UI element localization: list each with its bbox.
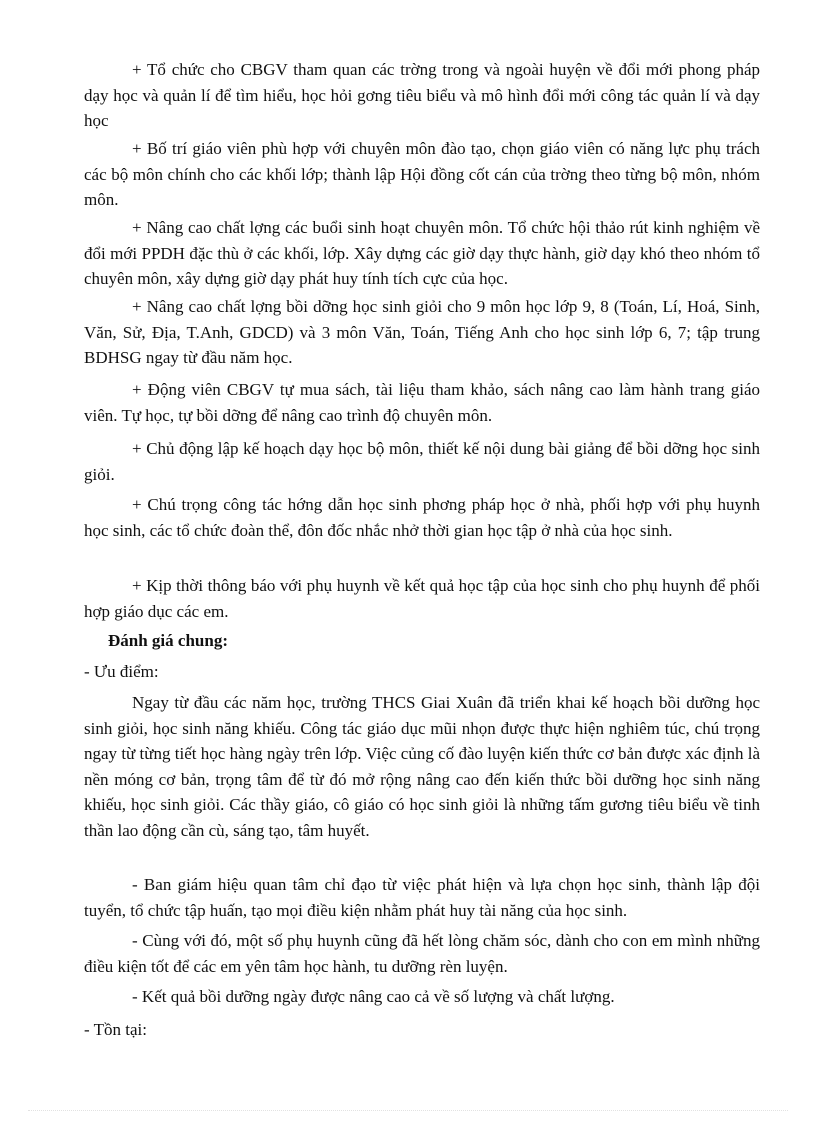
section-heading: Đánh giá chung: <box>108 631 228 650</box>
page-bottom-divider <box>28 1110 788 1111</box>
paragraph-leadership: - Ban giám hiệu quan tâm chỉ đạo từ việc phát hiện và lựa chọn học sinh, thành lập đội tuyển, tổ chức tập huấn, tạo mọi điều kiện nhằm phát huy tài năng của học sinh. <box>84 875 760 920</box>
paragraph-self-study: + Động viên CBGV tự mua sách, tài liệu tham khảo, sách nâng cao làm hành trang giáo viên. Tự học, tự bồi dỡng để nâng cao trình độ chuyên môn. <box>84 380 760 425</box>
limitations-label: - Tồn tại: <box>84 1020 147 1039</box>
paragraph-professional-activities: + Nâng cao chất lợng các buổi sinh hoạt chuyên môn. Tổ chức hội thảo rút kinh nghiệm về đổi mới PPDH đặc thù ở các khối, lớp. Xây dựng các giờ dạy thực hành, giờ dạy khó theo nhóm tổ chuyên môn, xây dựng giờ dạy phát huy tính tích cực của học. <box>84 218 760 288</box>
advantages-label: - Ưu điểm: <box>84 662 159 681</box>
paragraph-home-study-guidance: + Chú trọng công tác hớng dẫn học sinh phơng pháp học ở nhà, phối hợp với phụ huynh học sinh, các tổ chức đoàn thể, đôn đốc nhắc nhở thời gian học tập ở nhà của học sinh. <box>84 495 760 540</box>
paragraph-study-visits: + Tổ chức cho CBGV tham quan các trờng trong và ngoài huyện về đổi mới phong pháp dạy học và quản lí để tìm hiểu, học hỏi gơng tiêu biểu và mô hình đổi mới công tác quản lí và dạy học <box>84 60 760 130</box>
paragraph-lesson-planning: + Chủ động lập kế hoạch dạy học bộ môn, thiết kế nội dung bài giảng để bồi dỡng học sinh giỏi. <box>84 439 760 484</box>
paragraph-results: - Kết quả bồi dưỡng ngày được nâng cao cả về số lượng và chất lượng. <box>132 987 615 1006</box>
paragraph-parents-support: - Cùng với đó, một số phụ huynh cũng đã hết lòng chăm sóc, dành cho con em mình những điều kiện tốt để các em yên tâm học hành, tu dưỡng rèn luyện. <box>84 931 760 976</box>
paragraph-parent-notification: + Kịp thời thông báo với phụ huynh về kết quả học tập của học sinh cho phụ huynh để phối hợp giáo dục các em. <box>84 576 760 621</box>
paragraph-advantages-overview: Ngay từ đầu các năm học, trường THCS Giai Xuân đã triển khai kế hoạch bồi dưỡng học sinh giỏi, học sinh năng khiếu. Công tác giáo dục mũi nhọn được thực hiện nghiêm túc, chú trọng ngay từ từng tiết học hàng ngày trên lớp. Việc củng cố đào luyện kiến thức cơ bản được xác định là nền móng cơ bản, trọng tâm để từ đó mở rộng nâng cao đến kiến thức bồi dưỡng học sinh năng khiếu, học sinh giỏi. Các thầy giáo, cô giáo có học sinh giỏi là những tấm gương tiêu biểu về tinh thần lao động cần cù, sáng tạo, tâm huyết. <box>84 693 760 840</box>
paragraph-teacher-assignment: + Bố trí giáo viên phù hợp với chuyên môn đào tạo, chọn giáo viên có năng lực phụ trách các bộ môn chính cho các khối lớp; thành lập Hội đồng cốt cán của trờng theo từng bộ môn, nhóm môn. <box>84 139 760 209</box>
paragraph-gifted-student-training: + Nâng cao chất lợng bồi dỡng học sinh giỏi cho 9 môn học lớp 9, 8 (Toán, Lí, Hoá, Sinh, Văn, Sử, Địa, T.Anh, GDCD) và 3 môn Văn, Toán, Tiếng Anh cho học sinh lớp 6, 7; tập trung BDHSG ngay từ đầu năm học. <box>84 297 760 367</box>
